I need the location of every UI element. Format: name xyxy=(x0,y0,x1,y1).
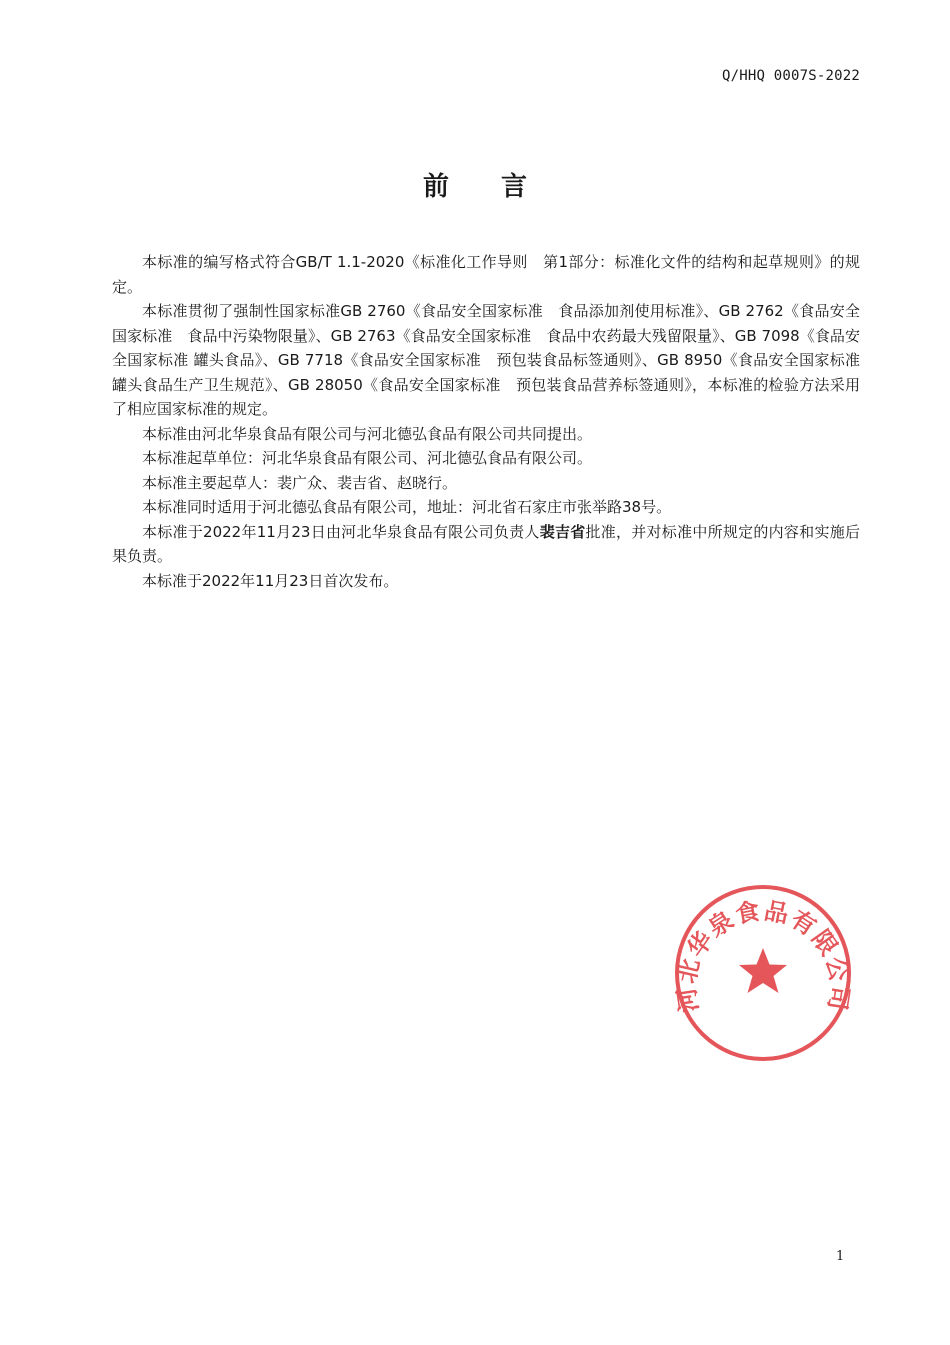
paragraph-format: 本标准的编写格式符合GB/T 1.1-2020《标准化工作导则 第1部分：标准化文件的结构和起草规则》的规定。 xyxy=(112,253,860,296)
paragraph-applicability: 本标准同时适用于河北德弘食品有限公司，地址：河北省石家庄市张举路38号。 xyxy=(142,498,672,516)
company-seal xyxy=(672,882,854,1064)
paragraph-proposer: 本标准由河北华泉食品有限公司与河北德弘食品有限公司共同提出。 xyxy=(142,424,593,443)
approval-text-after: 批准，并对标准中所规定的内容和实施后果负责。 xyxy=(112,522,860,565)
paragraph-drafting-unit: 本标准起草单位：河北华泉食品有限公司、河北德弘食品有限公司。 xyxy=(142,449,593,467)
paragraph-drafters: 本标准主要起草人：裴广众、裴吉省、赵晓行。 xyxy=(142,473,458,492)
seal-text: 河北华泉食品有限公司 xyxy=(672,896,854,1014)
paragraph-standards: 本标准贯彻了强制性国家标准GB 2760《食品安全国家标准 食品添加剂使用标准》、GB 2762《食品安全国家标准 食品中污染物限量》、GB 2763《食品安全国家标准 食品中农药最大残留限量》、GB 7098《食品安全国家标准 罐头食品》、GB 7718《食品安全国家标准 预包装食品标签通则》、GB 8950《食品安全国家标准 罐头食品生产卫生规范》、GB 28050《食品安全国家标准 预包装食品营养标签通则》，本标准的检验方法采用了相应国家标准的规定。 xyxy=(112,302,876,418)
approver-name: 裴吉省 xyxy=(539,522,586,541)
seal-star-icon xyxy=(739,948,787,993)
document-code: Q/HHQ 0007S-2022 xyxy=(721,68,860,84)
page-number: 1 xyxy=(836,1249,845,1264)
approval-text-before: 本标准于2022年11月23日由河北华泉食品有限公司负责人 xyxy=(142,522,540,541)
title-char-2: 言 xyxy=(501,172,528,202)
foreword-body xyxy=(112,250,876,593)
paragraph-release: 本标准于2022年11月23日首次发布。 xyxy=(142,571,399,590)
page-title xyxy=(0,166,950,203)
paragraph-approval xyxy=(112,520,860,569)
title-char-1: 前 xyxy=(422,172,449,202)
